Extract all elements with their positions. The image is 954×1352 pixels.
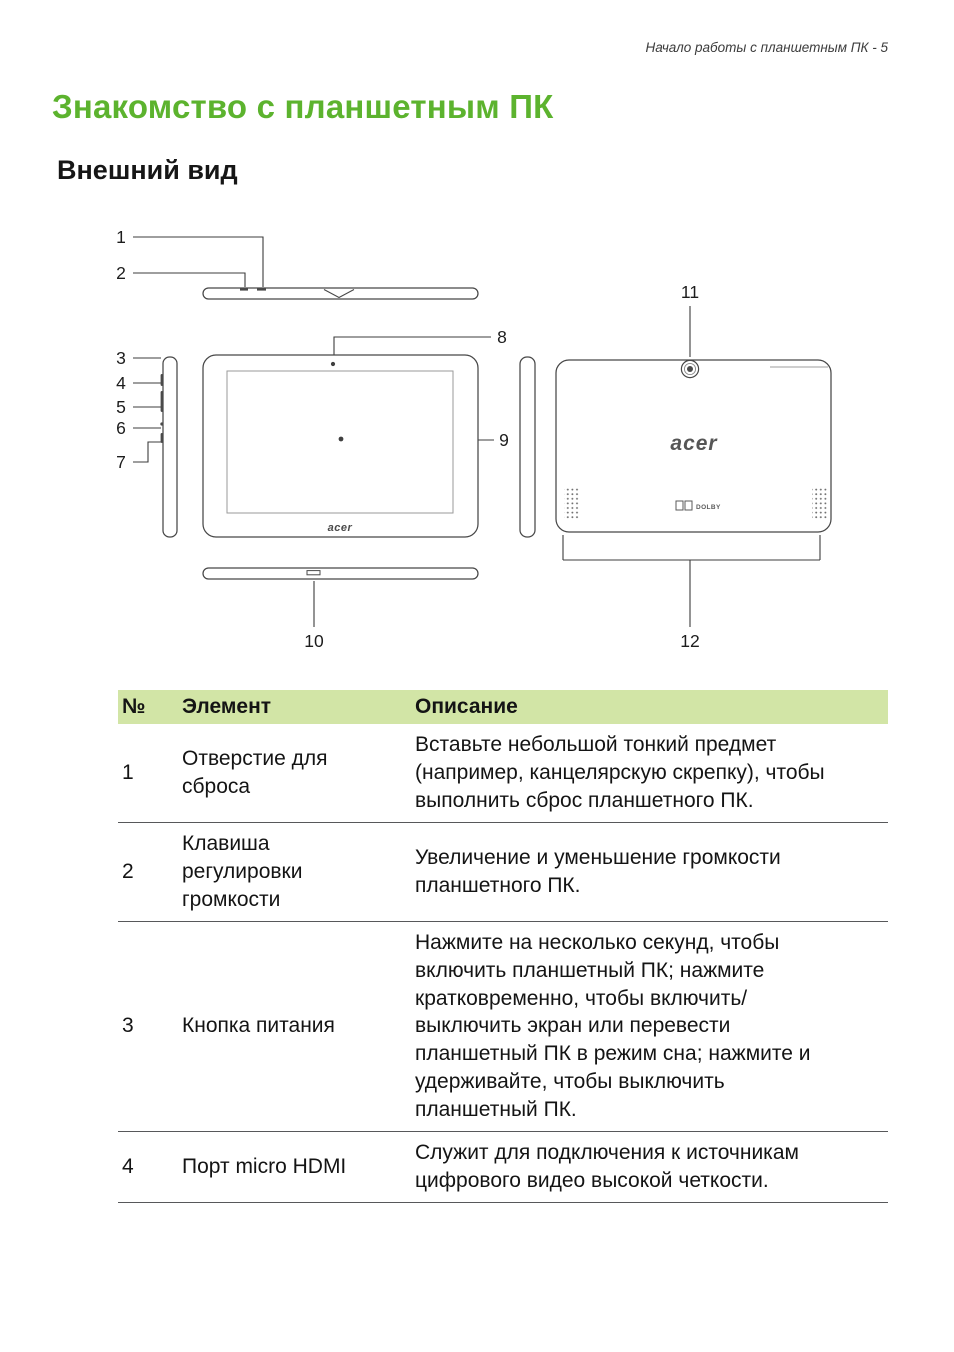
tablet-bottom-edge-view [203, 568, 478, 579]
cell-description: Вставьте небольшой тонкий предмет (например, канцелярскую скрепку), чтобы выполнить сброс планшетного ПК. [415, 733, 825, 812]
callout-1: 1 [116, 227, 126, 247]
top-edge-button-a [240, 288, 248, 291]
cell-description: Увеличение и уменьшение громкости планшетного ПК. [413, 822, 888, 921]
callout-line-12 [563, 535, 820, 627]
header-description: Описание [413, 690, 888, 724]
callout-line-2 [133, 273, 245, 287]
cell-element: Порт micro HDMI [180, 1132, 413, 1203]
cell-element: Клавиша регулировки громкости [180, 822, 413, 921]
callout-2: 2 [116, 263, 126, 283]
callout-10: 10 [304, 631, 324, 651]
cell-num: 4 [118, 1132, 180, 1203]
speaker-grille-left [564, 487, 579, 520]
parts-table [118, 690, 888, 1203]
callout-7: 7 [116, 452, 126, 472]
callout-12: 12 [680, 631, 700, 651]
callout-line-7 [133, 442, 161, 462]
cell-description: Нажмите на несколько секунд, чтобы включить планшетный ПК; нажмите кратковременно, чтобы включить/выключить экран или перевести планшетный ПК в режим сна; нажмите и удерживайте, чтобы выключить планшетный ПК. [413, 921, 888, 1131]
callout-5: 5 [116, 397, 126, 417]
speaker-grille-right [812, 487, 827, 520]
tablet-right-side-view [520, 357, 535, 537]
callout-line-1 [133, 237, 263, 287]
table-row [118, 822, 888, 921]
cell-element: Кнопка питания [180, 921, 413, 1131]
tablet-left-side-view [163, 357, 177, 537]
acer-logo-front: acer [327, 522, 353, 534]
cell-description: Служит для подключения к источникам цифрового видео высокой четкости. [413, 1132, 888, 1203]
top-edge-button-b [257, 288, 266, 291]
table-row [118, 1132, 888, 1203]
callout-4: 4 [116, 373, 126, 393]
cell-num: 2 [118, 822, 180, 921]
page-title: Знакомство с планшетным ПК [52, 88, 554, 125]
cell-element: Отверстие для сброса [182, 747, 328, 799]
rear-camera-lens-inner [687, 366, 693, 372]
front-camera-dot [331, 362, 335, 366]
callout-8: 8 [497, 327, 507, 347]
table-row [118, 724, 888, 822]
tablet-front-view [203, 355, 478, 537]
table-row [118, 921, 888, 1131]
cell-num: 3 [118, 921, 180, 1131]
callout-6: 6 [116, 418, 126, 438]
running-header: Начало работы с планшетным ПК - 5 [645, 40, 888, 55]
cell-num: 1 [122, 761, 134, 785]
callout-9: 9 [499, 430, 509, 450]
dolby-label: DOLBY [696, 504, 721, 511]
section-title: Внешний вид [57, 155, 238, 185]
acer-logo-back: acer [670, 432, 718, 455]
table-header-row [118, 690, 888, 724]
callout-3: 3 [116, 348, 126, 368]
header-num: № [118, 690, 180, 724]
callout-11: 11 [680, 282, 700, 302]
header-element: Элемент [180, 690, 413, 724]
screen-center-dot [339, 437, 344, 442]
